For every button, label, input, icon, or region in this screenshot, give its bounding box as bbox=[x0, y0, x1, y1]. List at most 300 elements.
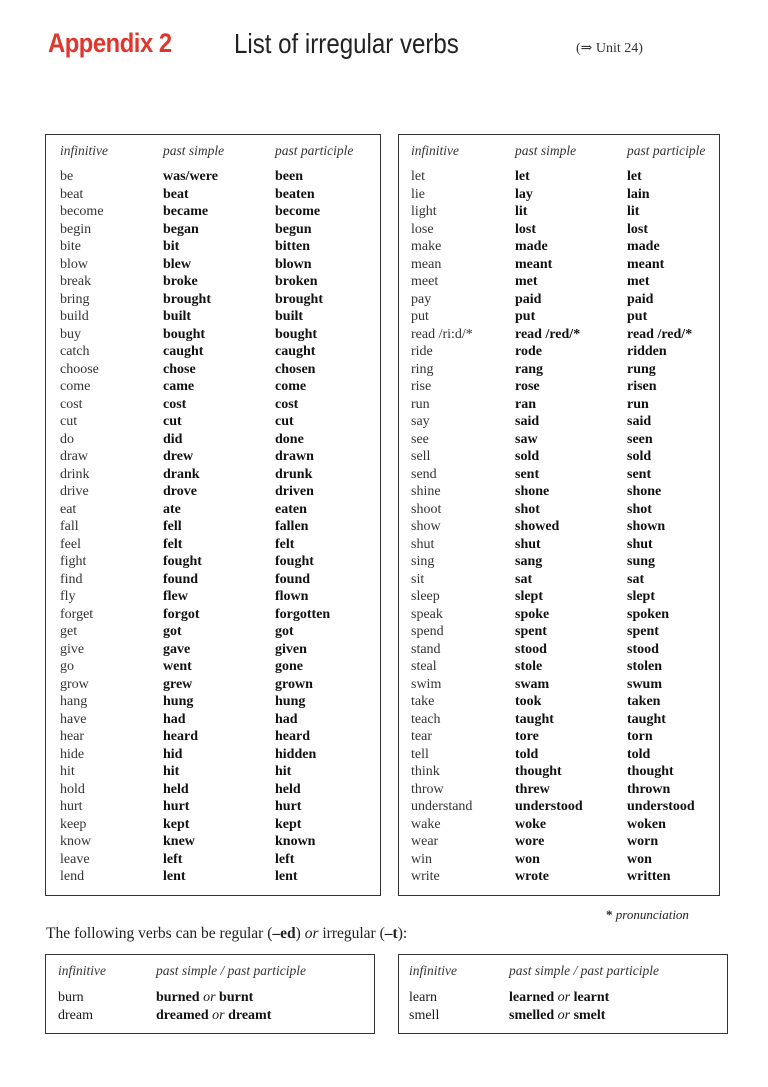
column-header-past-forms: past simple / past participle bbox=[509, 963, 659, 978]
table-row bbox=[399, 501, 719, 519]
verb-past-participle: ridden bbox=[627, 344, 667, 359]
verb-infinitive: lend bbox=[60, 869, 85, 884]
verb-past-participle: had bbox=[275, 711, 298, 727]
verb-past-simple: began bbox=[163, 221, 199, 237]
verb-past-participle: hung bbox=[275, 694, 306, 709]
table-row bbox=[46, 676, 380, 694]
verb-past-participle: taken bbox=[627, 694, 661, 709]
table-row bbox=[46, 273, 380, 291]
verb-infinitive: come bbox=[60, 379, 91, 394]
verb-past-simple: spoke bbox=[515, 606, 550, 622]
verb-infinitive: buy bbox=[60, 326, 81, 342]
verb-past-participle: held bbox=[275, 781, 301, 797]
column-header-past-forms: past simple / past participle bbox=[156, 963, 306, 978]
verb-infinitive: swim bbox=[411, 676, 442, 692]
verb-infinitive: wake bbox=[411, 816, 441, 832]
unit-reference: (⇒ Unit 24) bbox=[576, 41, 643, 56]
verb-past-simple: sent bbox=[515, 466, 540, 482]
column-header-past-simple: past simple bbox=[515, 143, 577, 158]
verb-past-participle: caught bbox=[275, 344, 316, 359]
verb-past-simple: fought bbox=[163, 554, 202, 569]
verb-past-simple: cost bbox=[163, 396, 187, 412]
verb-past-simple: drank bbox=[163, 466, 200, 482]
table-row bbox=[399, 256, 719, 274]
verb-infinitive: eat bbox=[60, 501, 77, 517]
table-row bbox=[46, 711, 380, 729]
verb-infinitive: make bbox=[411, 239, 442, 254]
verb-past-simple: forgot bbox=[163, 606, 200, 622]
verb-past-participle: stolen bbox=[627, 659, 662, 674]
table-row bbox=[46, 816, 380, 834]
table-row bbox=[399, 711, 719, 729]
table-row bbox=[46, 641, 380, 659]
table-row bbox=[46, 501, 380, 519]
verb-past-participle: slept bbox=[627, 589, 655, 604]
verb-past-participle: cost bbox=[275, 396, 299, 412]
verb-past-participle: run bbox=[627, 396, 649, 412]
verb-infinitive: lose bbox=[411, 221, 434, 237]
verb-infinitive: stand bbox=[411, 641, 441, 657]
verb-infinitive: shoot bbox=[411, 501, 442, 517]
verb-table-left bbox=[45, 134, 381, 896]
column-header-infinitive: infinitive bbox=[409, 963, 457, 978]
verb-past-simple: slept bbox=[515, 589, 543, 604]
verb-infinitive: hear bbox=[60, 729, 85, 744]
table-row bbox=[46, 221, 380, 239]
asterisk-symbol: * bbox=[606, 907, 613, 922]
verb-past-simple: tore bbox=[515, 729, 539, 744]
table-row bbox=[46, 448, 380, 466]
table-row bbox=[399, 518, 719, 536]
verb-infinitive: sit bbox=[411, 571, 425, 587]
verb-infinitive: shine bbox=[411, 484, 441, 499]
verb-past-participle: sent bbox=[627, 466, 652, 482]
verb-past-simple: understood bbox=[515, 799, 583, 814]
verb-past-simple: cut bbox=[163, 414, 182, 429]
verb-past-simple: showed bbox=[515, 519, 560, 534]
regular-irregular-table-right bbox=[398, 954, 728, 1034]
verb-past-participle: drunk bbox=[275, 466, 313, 482]
table-row bbox=[399, 326, 719, 344]
table-row bbox=[399, 763, 719, 781]
column-header-infinitive: infinitive bbox=[411, 143, 459, 158]
verb-past-simple: held bbox=[163, 781, 189, 797]
verb-past-participle: lit bbox=[627, 204, 640, 219]
verb-infinitive: have bbox=[60, 711, 87, 727]
verb-past-simple: was/were bbox=[163, 169, 218, 184]
verb-infinitive: spend bbox=[411, 624, 444, 639]
table-row bbox=[46, 413, 380, 431]
verb-past-simple: felt bbox=[163, 536, 183, 552]
verb-infinitive: understand bbox=[411, 799, 473, 814]
verb-past-participle: lent bbox=[275, 869, 298, 884]
verb-past-simple: spent bbox=[515, 624, 547, 639]
verb-rows-left bbox=[46, 168, 380, 886]
verb-infinitive: let bbox=[411, 169, 425, 184]
table-row bbox=[46, 588, 380, 606]
table-row bbox=[46, 553, 380, 571]
verb-infinitive: blow bbox=[60, 256, 88, 272]
verb-infinitive: ring bbox=[411, 361, 434, 377]
verb-past-participle: been bbox=[275, 169, 303, 184]
table-row bbox=[46, 203, 380, 221]
verb-past-simple: thought bbox=[515, 764, 562, 779]
verb-past-participle: felt bbox=[275, 536, 295, 552]
table-row bbox=[46, 606, 380, 624]
verb-past-participle: eaten bbox=[275, 501, 307, 517]
verb-past-participle: shot bbox=[627, 501, 652, 517]
table-row bbox=[46, 361, 380, 379]
verb-infinitive: grow bbox=[60, 676, 89, 692]
verb-infinitive: light bbox=[411, 204, 437, 219]
verb-past-simple: hit bbox=[163, 764, 180, 779]
table-row bbox=[399, 343, 719, 361]
verb-past-participle: gone bbox=[275, 659, 303, 674]
verb-past-participle: said bbox=[627, 414, 652, 429]
verb-infinitive: say bbox=[411, 414, 430, 429]
verb-infinitive: be bbox=[60, 169, 74, 184]
verb-past-participle: kept bbox=[275, 816, 302, 832]
verb-infinitive: feel bbox=[60, 536, 81, 552]
verb-past-participle: taught bbox=[627, 711, 666, 727]
verb-infinitive: put bbox=[411, 309, 429, 324]
verb-past-participle: understood bbox=[627, 799, 695, 814]
verb-past-participle: heard bbox=[275, 729, 310, 744]
verb-past-simple: bought bbox=[163, 326, 206, 342]
verb-past-participle: spent bbox=[627, 624, 659, 639]
verb-past-participle: paid bbox=[627, 291, 654, 307]
verb-past-simple: sat bbox=[515, 571, 533, 587]
verb-infinitive: read /ri:d/* bbox=[411, 326, 473, 342]
table-row bbox=[46, 308, 380, 326]
table-row bbox=[46, 343, 380, 361]
verb-past-simple: lent bbox=[163, 869, 186, 884]
verb-infinitive: drink bbox=[60, 466, 90, 482]
verb-infinitive: hit bbox=[60, 764, 75, 779]
verb-infinitive: get bbox=[60, 624, 78, 639]
table-row bbox=[46, 291, 380, 309]
verb-past-simple: paid bbox=[515, 291, 542, 307]
table-row bbox=[46, 851, 380, 869]
page-header bbox=[48, 28, 643, 68]
table-row bbox=[46, 186, 380, 204]
verb-past-simple: kept bbox=[163, 816, 190, 832]
verb-past-participle: shone bbox=[627, 484, 662, 499]
verb-infinitive: meet bbox=[411, 274, 439, 289]
verb-infinitive: hold bbox=[60, 781, 85, 797]
verb-past-participle: known bbox=[275, 834, 316, 849]
verb-past-participle: driven bbox=[275, 484, 314, 499]
verb-infinitive: cost bbox=[60, 396, 83, 412]
verb-infinitive: rise bbox=[411, 379, 432, 394]
appendix-label: Appendix 2 bbox=[48, 28, 172, 58]
verb-infinitive: show bbox=[411, 519, 441, 534]
table-row bbox=[399, 781, 719, 799]
verb-infinitive: find bbox=[60, 571, 83, 587]
table-row bbox=[399, 536, 719, 554]
verb-past-simple: won bbox=[515, 851, 540, 867]
verb-past-simple: knew bbox=[163, 834, 195, 849]
verb-past-simple: said bbox=[515, 414, 540, 429]
verb-infinitive: know bbox=[60, 834, 92, 849]
table-row bbox=[46, 326, 380, 344]
verb-past-participle: swum bbox=[627, 676, 663, 692]
verb-past-simple: woke bbox=[515, 816, 547, 832]
verb-past-simple: broke bbox=[163, 274, 198, 289]
verb-past-participle: forgotten bbox=[275, 606, 331, 622]
verb-infinitive: wear bbox=[411, 834, 439, 849]
verb-past-simple: shot bbox=[515, 501, 540, 517]
verb-past-participle: found bbox=[275, 571, 311, 587]
verb-past-forms: burned or burnt bbox=[156, 990, 254, 1005]
verb-past-simple: caught bbox=[163, 344, 204, 359]
verb-infinitive: draw bbox=[60, 449, 88, 464]
verb-past-participle: broken bbox=[275, 274, 318, 289]
verb-infinitive: begin bbox=[60, 221, 92, 237]
verb-past-participle: grown bbox=[275, 676, 313, 692]
table-row bbox=[399, 203, 719, 221]
table-row bbox=[399, 693, 719, 711]
table-row bbox=[46, 571, 380, 589]
verb-past-participle: put bbox=[627, 309, 648, 324]
verb-past-simple: hurt bbox=[163, 799, 190, 814]
verb-infinitive: choose bbox=[60, 361, 99, 377]
verb-past-simple: fell bbox=[163, 519, 182, 534]
column-header-infinitive: infinitive bbox=[58, 963, 106, 978]
table-row bbox=[46, 483, 380, 501]
verb-past-simple: lit bbox=[515, 204, 528, 219]
verb-infinitive: fly bbox=[60, 589, 76, 604]
verb-past-participle: hidden bbox=[275, 746, 317, 762]
verb-infinitive: keep bbox=[60, 816, 87, 832]
verb-rows-right bbox=[399, 168, 719, 886]
verb-infinitive: learn bbox=[409, 990, 437, 1005]
table-row bbox=[46, 868, 380, 886]
table-row bbox=[399, 571, 719, 589]
verb-infinitive: write bbox=[411, 869, 440, 884]
verb-infinitive: bring bbox=[60, 291, 90, 307]
verb-infinitive: bite bbox=[60, 239, 81, 254]
verb-past-simple: stood bbox=[515, 641, 547, 657]
verb-past-participle: worn bbox=[627, 834, 659, 849]
verb-past-participle: sold bbox=[627, 449, 652, 464]
verb-past-participle: beaten bbox=[275, 186, 315, 202]
verb-past-participle: rung bbox=[627, 361, 656, 377]
verb-past-participle: left bbox=[275, 851, 295, 867]
table-row bbox=[46, 623, 380, 641]
verb-past-simple: rose bbox=[515, 379, 540, 394]
verb-infinitive: give bbox=[60, 641, 85, 657]
table-row bbox=[399, 553, 719, 571]
verb-infinitive: fight bbox=[60, 554, 87, 569]
verb-past-simple: saw bbox=[515, 431, 538, 447]
verb-past-participle: shown bbox=[627, 519, 666, 534]
verb-past-participle: flown bbox=[275, 589, 309, 604]
table-row bbox=[46, 833, 380, 851]
verb-past-participle: fought bbox=[275, 554, 314, 569]
verb-past-participle: torn bbox=[627, 729, 653, 744]
verb-infinitive: beat bbox=[60, 186, 84, 202]
verb-infinitive: tear bbox=[411, 729, 432, 744]
table-row bbox=[399, 308, 719, 326]
table-row bbox=[46, 396, 380, 414]
verb-infinitive: steal bbox=[411, 659, 437, 674]
verb-infinitive: do bbox=[60, 431, 74, 447]
verb-infinitive: sleep bbox=[411, 589, 440, 604]
verb-infinitive: win bbox=[411, 851, 432, 867]
page-title: List of irregular verbs bbox=[234, 28, 459, 59]
verb-past-simple: became bbox=[163, 204, 209, 219]
table-row bbox=[46, 238, 380, 256]
verb-past-participle: read /red/* bbox=[627, 326, 693, 342]
verb-infinitive: ride bbox=[411, 344, 433, 359]
verb-past-simple: rang bbox=[515, 361, 543, 377]
table-row bbox=[399, 186, 719, 204]
verb-past-participle: meant bbox=[627, 256, 665, 272]
table-row bbox=[399, 588, 719, 606]
column-header-infinitive: infinitive bbox=[60, 143, 108, 158]
verb-past-participle: won bbox=[627, 851, 652, 867]
verb-infinitive: burn bbox=[58, 990, 84, 1005]
verb-past-simple: threw bbox=[515, 781, 550, 797]
table-row bbox=[46, 658, 380, 676]
verb-infinitive: teach bbox=[411, 711, 441, 727]
column-header-past-participle: past participle bbox=[627, 143, 706, 158]
verb-infinitive: mean bbox=[411, 256, 442, 272]
verb-past-simple: found bbox=[163, 571, 199, 587]
verb-table-right bbox=[398, 134, 720, 896]
verb-past-simple: hung bbox=[163, 694, 194, 709]
verb-past-simple: sold bbox=[515, 449, 540, 464]
verb-infinitive: break bbox=[60, 274, 92, 289]
verb-past-participle: sat bbox=[627, 571, 645, 587]
verb-past-simple: read /red/* bbox=[515, 326, 581, 342]
table-row bbox=[399, 273, 719, 291]
verb-past-simple: ate bbox=[163, 501, 181, 517]
table-row bbox=[399, 291, 719, 309]
verb-past-simple: shone bbox=[515, 484, 550, 499]
verb-infinitive: drive bbox=[60, 484, 89, 499]
verb-infinitive: send bbox=[411, 466, 437, 482]
verb-past-participle: stood bbox=[627, 641, 659, 657]
column-header-past-simple: past simple bbox=[163, 143, 225, 158]
verb-past-simple: had bbox=[163, 711, 186, 727]
verb-infinitive: throw bbox=[411, 781, 444, 797]
verb-past-participle: woken bbox=[627, 816, 666, 832]
verb-infinitive: catch bbox=[60, 344, 90, 359]
footnote-text: pronunciation bbox=[615, 907, 689, 922]
verb-past-participle: come bbox=[275, 379, 307, 394]
verb-past-participle: seen bbox=[627, 431, 653, 447]
verb-past-participle: hurt bbox=[275, 799, 302, 814]
table-row bbox=[46, 728, 380, 746]
verb-past-simple: meant bbox=[515, 256, 553, 272]
table-row bbox=[46, 378, 380, 396]
table-row bbox=[46, 256, 380, 274]
verb-past-simple: ran bbox=[515, 396, 536, 412]
verb-past-participle: become bbox=[275, 204, 321, 219]
table-row bbox=[399, 378, 719, 396]
table-row bbox=[399, 833, 719, 851]
verb-past-simple: got bbox=[163, 624, 182, 639]
verb-infinitive: shut bbox=[411, 536, 435, 552]
table-row bbox=[46, 431, 380, 449]
regular-irregular-intro: The following verbs can be regular (–ed) or irregular (–t): bbox=[46, 925, 408, 942]
verb-past-participle: spoken bbox=[627, 606, 670, 622]
verb-past-simple: sang bbox=[515, 554, 543, 569]
verb-past-participle: bought bbox=[275, 326, 318, 342]
verb-past-simple: lay bbox=[515, 186, 533, 202]
verb-past-simple: heard bbox=[163, 729, 198, 744]
verb-infinitive: sell bbox=[411, 449, 431, 464]
table-row bbox=[46, 466, 380, 484]
verb-infinitive: forget bbox=[60, 606, 94, 622]
verb-past-participle: begun bbox=[275, 221, 312, 237]
table-row bbox=[399, 431, 719, 449]
verb-past-simple: drove bbox=[163, 484, 197, 499]
table-row bbox=[399, 221, 719, 239]
verb-past-participle: cut bbox=[275, 414, 294, 429]
verb-past-simple: made bbox=[515, 239, 548, 254]
table-row bbox=[399, 868, 719, 886]
table-row bbox=[399, 448, 719, 466]
verb-infinitive: leave bbox=[60, 851, 90, 867]
verb-past-simple: wore bbox=[515, 834, 545, 849]
table-row bbox=[46, 798, 380, 816]
verb-past-participle: told bbox=[627, 746, 651, 762]
verb-past-participle: done bbox=[275, 431, 304, 447]
verb-past-simple: did bbox=[163, 431, 183, 447]
verb-past-simple: built bbox=[163, 309, 192, 324]
table-row bbox=[46, 168, 380, 186]
verb-past-participle: blown bbox=[275, 256, 312, 272]
table-row bbox=[46, 781, 380, 799]
table-row bbox=[399, 676, 719, 694]
verb-past-simple: rode bbox=[515, 344, 542, 359]
verb-past-forms: dreamed or dreamt bbox=[156, 1008, 272, 1023]
verb-past-simple: let bbox=[515, 169, 530, 184]
verb-infinitive: lie bbox=[411, 186, 425, 202]
verb-past-forms: learned or learnt bbox=[509, 990, 610, 1005]
table-row bbox=[399, 728, 719, 746]
verb-past-participle: fallen bbox=[275, 519, 309, 534]
verb-past-simple: bit bbox=[163, 239, 180, 254]
verb-infinitive: fall bbox=[60, 519, 79, 534]
verb-infinitive: become bbox=[60, 204, 104, 219]
regular-irregular-table-left bbox=[45, 954, 375, 1034]
table-row bbox=[399, 658, 719, 676]
verb-past-participle: lain bbox=[627, 186, 650, 202]
verb-infinitive: tell bbox=[411, 746, 429, 762]
verb-past-simple: came bbox=[163, 379, 195, 394]
verb-past-simple: left bbox=[163, 851, 183, 867]
verb-past-forms: smelled or smelt bbox=[509, 1008, 606, 1023]
verb-infinitive: go bbox=[60, 659, 74, 674]
verb-past-simple: drew bbox=[163, 449, 194, 464]
verb-infinitive: run bbox=[411, 396, 430, 412]
table-row bbox=[399, 746, 719, 764]
verb-past-participle: shut bbox=[627, 536, 653, 552]
verb-past-participle: hit bbox=[275, 764, 292, 779]
verb-infinitive: think bbox=[411, 764, 440, 779]
table-row bbox=[399, 851, 719, 869]
verb-past-participle: got bbox=[275, 624, 294, 639]
verb-past-simple: took bbox=[515, 694, 542, 709]
verb-past-simple: lost bbox=[515, 221, 536, 237]
verb-infinitive: smell bbox=[409, 1008, 440, 1023]
verb-past-simple: met bbox=[515, 274, 538, 289]
table-row bbox=[399, 483, 719, 501]
